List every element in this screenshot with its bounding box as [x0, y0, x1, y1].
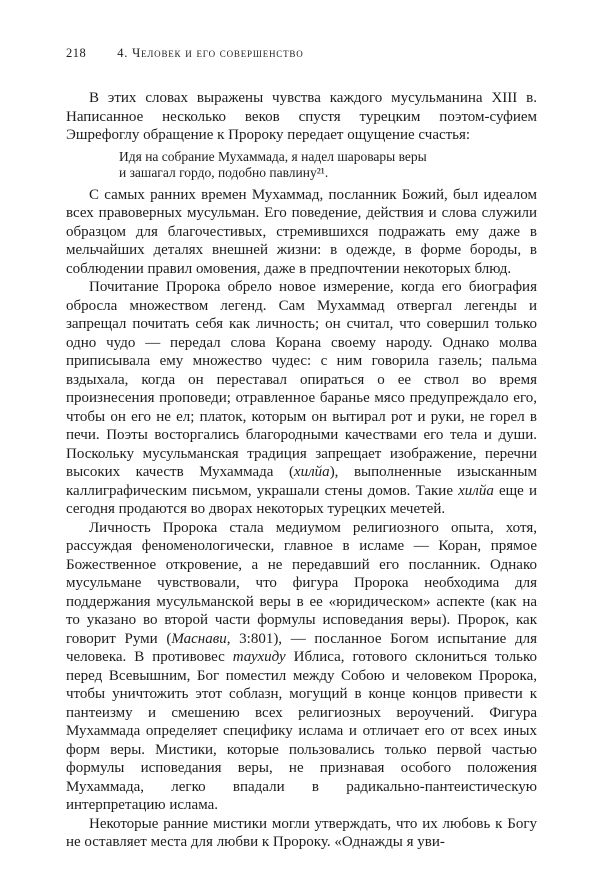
page-header: [66, 46, 537, 61]
paragraph-personality-medium: [66, 519, 537, 815]
paragraph-intro: [66, 89, 537, 145]
text-run: Некоторые ранние мистики могли утверждать, что их любовь к Богу не оставляет места для любви к Пророку. «Однажды я уви-: [66, 815, 537, 850]
italic-term: Маснави: [171, 630, 227, 647]
paragraph-veneration-legends: [66, 278, 537, 519]
text-run: В этих словах выражены чувства каждого мусульманина XIII в. Написанное несколько веков спустя турецким поэтом-суфием Эшрефоглу обращение к Пророку передает ощущение счастья:: [66, 90, 537, 143]
italic-term: хилйа: [458, 482, 494, 499]
text-run: , 3:801), — посланное Богом испытание для человека. В противовес: [66, 630, 537, 665]
page-body: [66, 89, 537, 852]
verse-line-2: и зашагал гордо, подобно павлину²¹.: [119, 165, 329, 180]
text-run: Личность Пророка стала медиумом религиозного опыта, хотя, рассуждая феноменологически, главное в исламе — Коран, прямое Божественное откровение, а не передавший его посланник. Однако мусульмане чувствовали, что фигура Пророка необходима для поддержания мусульманской веры в ее «юридическом» аспекте (как на то указано во второй части формулы исповедания веры). Пророк, как говорит Руми (: [66, 519, 537, 647]
italic-term: хилйа: [293, 464, 330, 480]
text-run: С самых ранних времен Мухаммад, посланник Божий, был идеалом всех правоверных мусульман. Его поведение, действия и слова служили образцом для благочестивых, стремившихся подражать ему даже в мельчайших деталях внешней жизни: в одежде, в форме бороды, в соблюдении правил омовения, даже в предпочтении некоторых блюд.: [66, 186, 537, 277]
text-run: Почитание Пророка обрело новое измерение, когда его биография обросла множеством легенд. Сам Мухаммад отвергал легенды и запрещал почитать себя как личность; он считал, что совершил только одно чудо — передал слова Корана своему народу. Однако молва приписывала ему множество чудес: с ним говорила газель; пальма вздыхала, когда он переставал опираться о ее ствол во время произнесения проповеди; отравленное баранье мясо предупреждало его, чтобы он его не ел; платок, которым он вытирал рот и руки, не горел в печи. Поэты восторгались благородными качествами его тела и души. Поскольку мусульманская традиция запрещает изображение, перечни высоких качеств Мухаммада (: [66, 279, 537, 480]
text-run: Иблиса, готового склониться только перед Всевышним, Бог поместил между Собою и человеком Пророка, чтобы уничтожить этот соблазн, могущий в конце концов привести к пантеизму и смешению всех религиозных вероучений. Фигура Мухаммада определяет специфику ислама и отличает его от всех иных форм веры. Мистики, которые пользовались только первой частью формулы исповедания веры, не признавая особого положения Мухаммада, легко впадали в радикально-пантеистическую интерпретацию ислама.: [66, 649, 538, 813]
italic-term: таухиду: [232, 649, 286, 665]
verse-line-1: Идя на собрание Мухаммада, я надел шаровары веры: [119, 148, 427, 164]
text-run: еще и сегодня продаются во дворах некоторых турецких мечетей.: [66, 482, 537, 517]
verse-quote: [119, 149, 537, 182]
paragraph-prophet-ideal: [66, 186, 537, 279]
paragraph-early-mystics: [66, 815, 537, 852]
text-run: ), выполненные изысканным каллиграфическим письмом, украшали стены домов. Такие: [66, 464, 537, 499]
page-number: 218: [66, 46, 87, 60]
running-title: 4. Человек и его совершенство: [117, 46, 304, 60]
